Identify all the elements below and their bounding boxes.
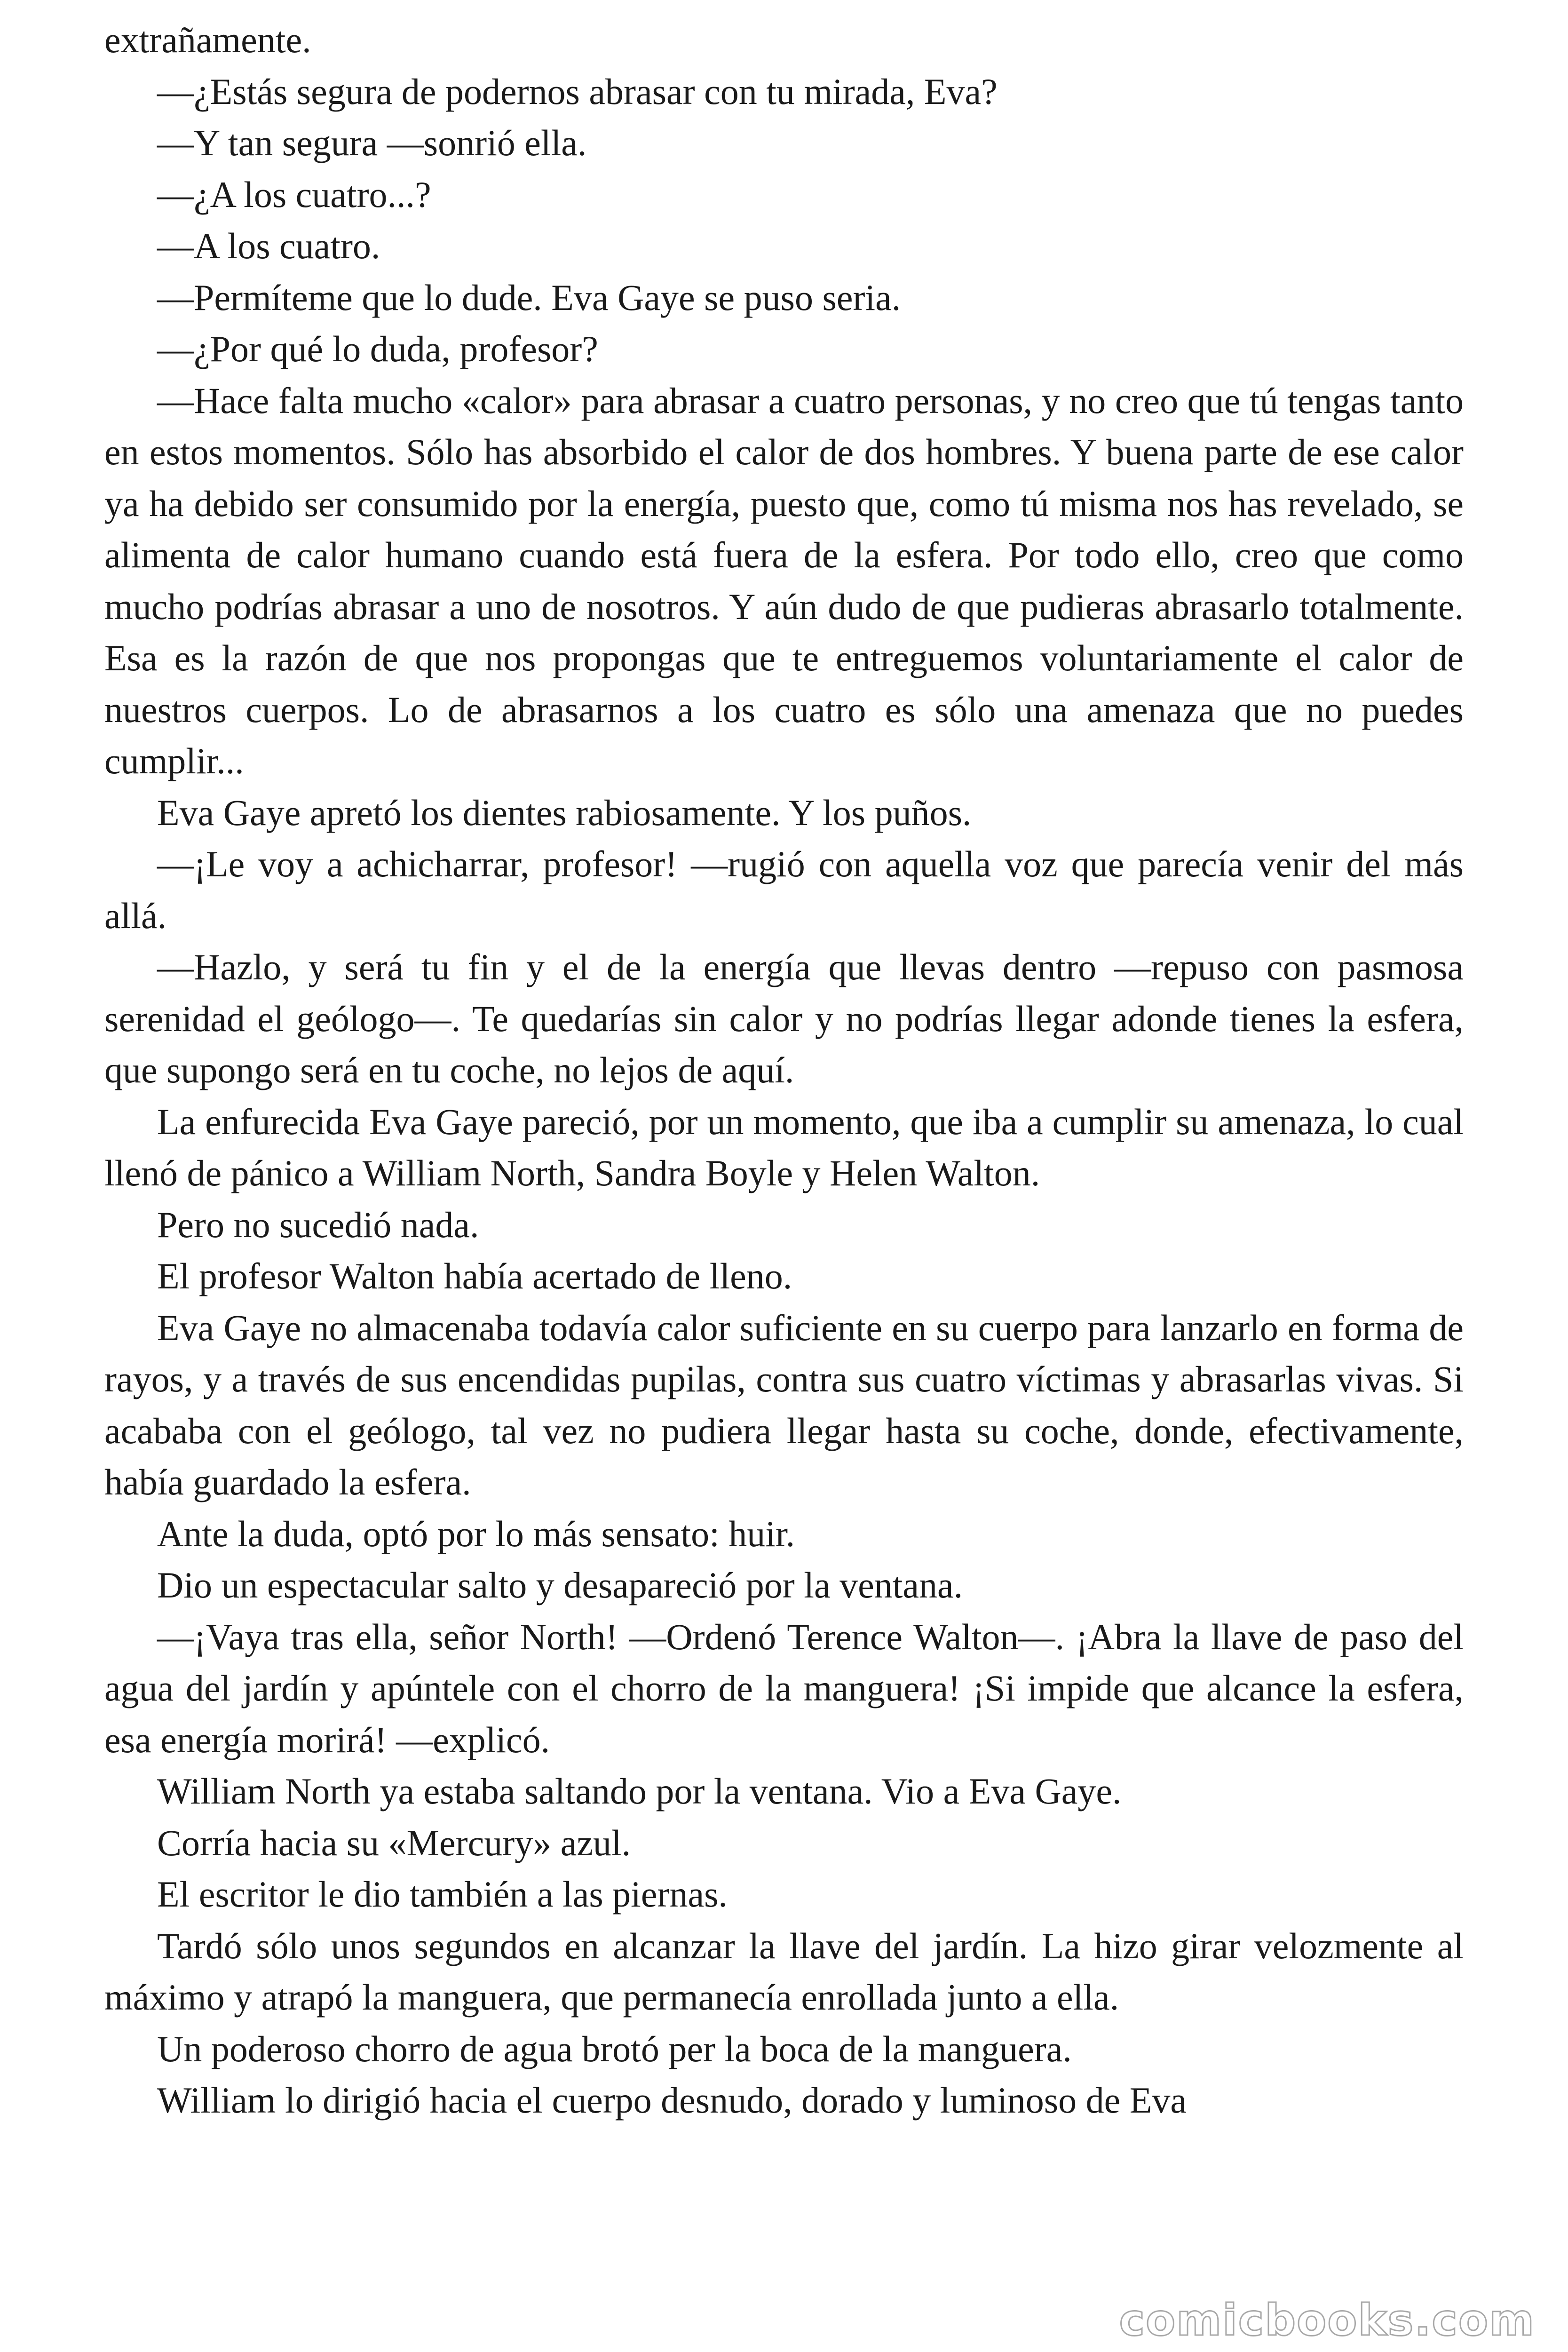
paragraph: La enfurecida Eva Gaye pareció, por un momento, que iba a cumplir su amenaza, lo cual llenó de pánico a William North, Sandra Boyle y Helen Walton. <box>104 1101 1464 1193</box>
paragraph: Corría hacia su «Mercury» azul. <box>157 1822 631 1863</box>
paragraph: William lo dirigió hacia el cuerpo desnudo, dorado y luminoso de Eva <box>157 2080 1187 2121</box>
paragraph: Un poderoso chorro de agua brotó per la boca de la manguera. <box>157 2028 1072 2069</box>
paragraph: —A los cuatro. <box>157 225 380 266</box>
paragraph: Tardó sólo unos segundos en alcanzar la llave del jardín. La hizo girar velozmente al máximo y atrapó la manguera, que permanecía enrollada junto a ella. <box>104 1925 1464 2018</box>
paragraph: Dio un espectacular salto y desapareció por la ventana. <box>157 1565 963 1605</box>
paragraph: —Hazlo, y será tu fin y el de la energía que llevas dentro —repuso con pasmosa serenidad el geólogo—. Te quedarías sin calor y no podrías llegar adonde tienes la esfera, que supongo será en tu coche, no lejos de aquí. <box>104 946 1464 1090</box>
paragraph: Eva Gaye apretó los dientes rabiosamente. Y los puños. <box>157 792 972 833</box>
paragraph: —¡Le voy a achicharrar, profesor! —rugió con aquella voz que parecía venir del más allá. <box>104 843 1464 936</box>
paragraph: —Permíteme que lo dude. Eva Gaye se puso seria. <box>157 277 901 318</box>
paragraph: —¡Vaya tras ella, señor North! —Ordenó Terence Walton—. ¡Abra la llave de paso del agua del jardín y apúntele con el chorro de la manguera! ¡Si impide que alcance la esfera, esa energía morirá! —explicó. <box>104 1616 1464 1760</box>
paragraph: William North ya estaba saltando por la ventana. Vio a Eva Gaye. <box>157 1771 1122 1812</box>
paragraph: El profesor Walton había acertado de lleno. <box>157 1255 792 1296</box>
paragraph: El escritor le dio también a las piernas. <box>157 1874 728 1915</box>
watermark-logo: comicbooks.com <box>1119 2295 1535 2345</box>
paragraph: —Y tan segura —sonrió ella. <box>157 122 587 163</box>
body-text <box>104 14 1464 2126</box>
paragraph: —¿Estás segura de podernos abrasar con tu mirada, Eva? <box>157 71 998 112</box>
paragraph: Ante la duda, optó por lo más sensato: huir. <box>157 1513 795 1554</box>
paragraph: —¿A los cuatro...? <box>157 174 431 215</box>
paragraph: Pero no sucedió nada. <box>157 1204 479 1245</box>
paragraph: extrañamente. <box>104 19 311 60</box>
paragraph: —¿Por qué lo duda, profesor? <box>157 328 598 369</box>
paragraph: —Hace falta mucho «calor» para abrasar a cuatro personas, y no creo que tú tengas tanto en estos momentos. Sólo has absorbido el calor de dos hombres. Y buena parte de ese calor ya ha debido ser consumido por la energía, puesto que, como tú misma nos has revelado, se alimenta de calor humano cuando está fuera de la esfera. Por todo ello, creo que como mucho podrías abrasar a uno de nosotros. Y aún dudo de que pudieras abrasarlo totalmente. Esa es la razón de que nos propongas que te entreguemos voluntariamente el calor de nuestros cuerpos. Lo de abrasarnos a los cuatro es sólo una amenaza que no puedes cumplir... <box>104 380 1464 781</box>
paragraph: Eva Gaye no almacenaba todavía calor suficiente en su cuerpo para lanzarlo en forma de rayos, y a través de sus encendidas pupilas, contra sus cuatro víctimas y abrasarlas vivas. Si acababa con el geólogo, tal vez no pudiera llegar hasta su coche, donde, efectivamente, había guardado la esfera. <box>104 1307 1464 1502</box>
